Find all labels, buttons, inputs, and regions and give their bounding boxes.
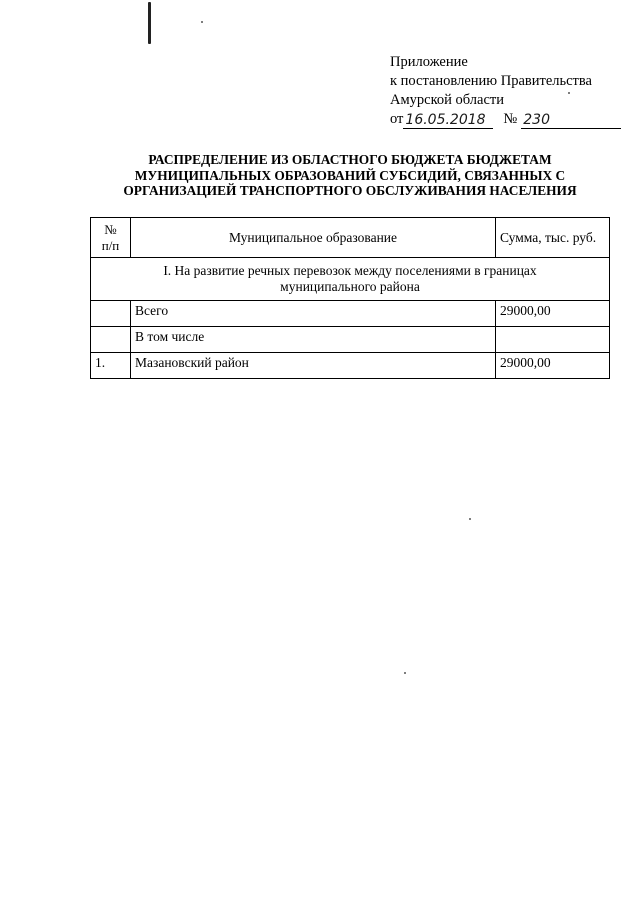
header-amount: Сумма, тыс. руб. — [496, 218, 610, 258]
handwritten-number: 230 — [521, 112, 621, 129]
handwritten-date: 16.05.2018 — [403, 112, 493, 129]
annex-from-prefix: от — [390, 111, 404, 127]
row-name: Всего — [131, 301, 496, 327]
row-name: В том числе — [131, 327, 496, 353]
scan-speck — [404, 672, 406, 674]
table-header-row — [91, 218, 610, 258]
row-amount: 29000,00 — [496, 301, 610, 327]
annex-line-1: Приложение — [390, 54, 468, 70]
scan-speck — [469, 518, 471, 520]
document-title — [90, 152, 610, 199]
annex-block — [390, 53, 621, 129]
header-number-pp: п/п — [101, 237, 120, 253]
section-title — [91, 258, 610, 301]
header-municipality: Муниципальное образование — [131, 218, 496, 258]
title-line-1: РАСПРЕДЕЛЕНИЕ ИЗ ОБЛАСТНОГО БЮДЖЕТА БЮДЖЕТАМ — [148, 152, 552, 167]
table-row — [91, 327, 610, 353]
annex-line-2: к постановлению Правительства — [390, 73, 592, 89]
header-number — [91, 218, 131, 258]
row-number — [91, 327, 131, 353]
table-section-row — [91, 258, 610, 301]
section-title-line-1: I. На развитие речных перевозок между поселениями в границах — [163, 263, 537, 278]
distribution-table — [90, 217, 610, 379]
scan-speck — [201, 21, 203, 23]
header-number-sign: № — [104, 221, 117, 237]
title-line-2: МУНИЦИПАЛЬНЫХ ОБРАЗОВАНИЙ СУБСИДИЙ, СВЯЗАННЫХ С — [134, 167, 566, 183]
row-amount: 29000,00 — [496, 353, 610, 379]
title-line-3: ОРГАНИЗАЦИЕЙ ТРАНСПОРТНОГО ОБСЛУЖИВАНИЯ НАСЕЛЕНИЯ — [123, 183, 577, 198]
row-amount — [496, 327, 610, 353]
row-number — [91, 301, 131, 327]
table-row — [91, 353, 610, 379]
section-title-line-2: муниципального района — [280, 279, 420, 294]
row-name: Мазановский район — [131, 353, 496, 379]
scan-artifact-mark — [148, 2, 151, 44]
number-sign: № — [503, 111, 518, 127]
table-row — [91, 301, 610, 327]
annex-line-3: Амурской области — [390, 92, 504, 108]
annex-date-number-line — [390, 110, 621, 129]
row-number: 1. — [91, 353, 131, 379]
